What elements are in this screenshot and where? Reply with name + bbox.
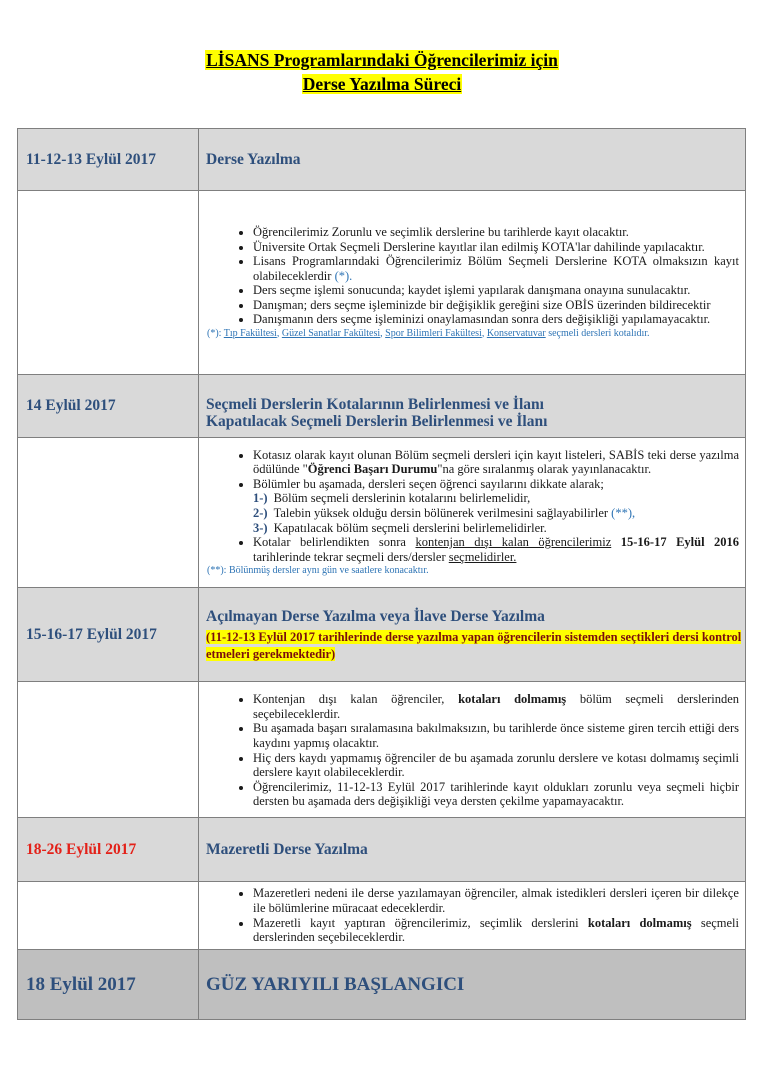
- empty-cell: [18, 682, 199, 818]
- section-header-row: [18, 950, 746, 1020]
- bullet-list: [207, 448, 739, 565]
- section-body-row: [18, 682, 746, 818]
- bullet-list: [207, 225, 739, 327]
- section-body: [199, 682, 746, 818]
- item-text: Kontenjan dışı kalan öğrenciler,: [253, 692, 445, 707]
- section-date: 14 Eylül 2017: [18, 375, 199, 438]
- section-header-row: [18, 818, 746, 882]
- item-text: Bölümler bu aşamada, dersleri seçen öğrenci sayılarını dikkate alarak;: [253, 476, 604, 491]
- faculty-link[interactable]: Spor Bilimleri Fakültesi: [385, 328, 482, 340]
- section-body: [199, 882, 746, 950]
- heading-line: Açılmayan Derse Yazılma veya İlave Derse Yazılma: [206, 608, 545, 625]
- list-item: • Öğrencilerimiz Zorunlu ve seçimlik derslerine bu tarihlerde kayıt olacaktır.: [253, 225, 739, 240]
- item-text: Lisans Programlarındaki Öğrencilerimiz Bölüm Seçmeli Derslerine KOTA olmaksızın kayıt olabileceklerdir: [253, 254, 739, 283]
- item-text: Mazeretli kayıt yaptıran öğrencilerimiz, seçimlik derslerini: [253, 915, 579, 930]
- section-body-row: [18, 438, 746, 588]
- list-item: • Üniversite Ortak Seçmeli Derslerine kayıtlar ilan edilmiş KOTA'lar dahilinde yapılacaktır.: [253, 240, 739, 255]
- section-heading: Derse Yazılma: [199, 129, 746, 191]
- item-text: Kotalar belirlendikten sonra: [253, 535, 406, 550]
- footnote-suffix: seçmeli dersleri kotalıdır.: [548, 328, 650, 340]
- step-item: [253, 491, 739, 506]
- section-body: [199, 191, 746, 375]
- item-text: "na göre sıralanmış olarak yayınlanacaktır.: [437, 462, 652, 477]
- step-number: 2-): [253, 506, 268, 520]
- item-text: Kotasız olarak kayıt olunan Bölüm seçmeli dersleri için kayıt listeleri, SABİS teki derse yazılma ödülünde ": [253, 447, 739, 477]
- list-item: [253, 535, 739, 564]
- section-date: 11-12-13 Eylül 2017: [18, 129, 199, 191]
- section-heading: GÜZ YARIYILI BAŞLANGICI: [199, 950, 746, 1020]
- section-body-row: [18, 191, 746, 375]
- empty-cell: [18, 438, 199, 588]
- section-header-row: [18, 375, 746, 438]
- item-text: tarihlerinde tekrar seçmeli ders/dersler: [253, 549, 446, 564]
- document-title: [0, 48, 764, 96]
- empty-cell: [18, 191, 199, 375]
- schedule-table: [17, 128, 746, 1020]
- footnote: (**): Bölünmüş dersler aynı gün ve saatlere konacaktır.: [207, 565, 429, 577]
- step-text: Kapatılacak bölüm seçmeli derslerini belirlemelidirler.: [273, 520, 547, 535]
- bold-text: kotaları dolmamış: [587, 915, 692, 930]
- section-heading: [199, 375, 746, 438]
- step-text: Talebin yüksek olduğu dersin bölünerek verilmesini sağlayabilirler: [273, 506, 609, 520]
- list-item: • Ders seçme işlemi sonucunda; kaydet işlemi yapılarak danışmana onayına sunulacaktır.: [253, 283, 739, 298]
- list-item: [253, 916, 739, 945]
- section-date: 15-16-17 Eylül 2017: [18, 588, 199, 682]
- faculty-link[interactable]: Tıp Fakültesi: [223, 328, 277, 340]
- section-heading: Mazeretli Derse Yazılma: [199, 818, 746, 882]
- empty-cell: [18, 882, 199, 950]
- faculty-link[interactable]: Güzel Sanatlar Fakültesi: [281, 328, 381, 340]
- step-item: [253, 521, 739, 536]
- faculty-link[interactable]: Konservatuvar: [486, 328, 546, 340]
- section-heading: [199, 588, 746, 682]
- title-line-1: LİSANS Programlarındaki Öğrencilerimiz için: [206, 50, 558, 70]
- bold-text: 15-16-17 Eylül 2016: [620, 535, 740, 550]
- list-item: • Danışman; ders seçme işleminizde bir değişiklik gereğini size OBİS üzerinden bildirecektir: [253, 298, 739, 313]
- list-item: [253, 448, 739, 477]
- section-header-row: [18, 588, 746, 682]
- bullet-list: [207, 692, 739, 809]
- heading-line: Seçmeli Derslerin Kotalarının Belirlenmesi ve İlanı: [206, 396, 544, 413]
- list-item: • Bu aşamada başarı sıralamasına bakılmaksızın, bu tarihlerde önce sisteme giren tercih ettiği ders kaydını yapmış olacaktır.: [253, 721, 739, 750]
- footnote-mark: (**),: [611, 506, 636, 520]
- list-item: • Öğrencilerimiz, 11-12-13 Eylül 2017 tarihlerinde kayıt oldukları zorunlu veya seçmeli hiçbir dersten bu aşamada ders değişikliği veya dersten çekilme yapamayacaktır.: [253, 780, 739, 809]
- underlined-text: seçmelidirler.: [448, 549, 517, 564]
- bullet-list: [207, 886, 739, 944]
- step-number: 1-): [253, 491, 268, 506]
- bold-text: kotaları dolmamış: [458, 692, 567, 707]
- list-item: [253, 254, 739, 283]
- heading-line: Kapatılacak Seçmeli Derslerin Belirlenmesi ve İlanı: [206, 413, 548, 430]
- step-text: Bölüm seçmeli derslerinin kotalarını belirlemelidir,: [273, 491, 531, 506]
- item-text: seçmeli derslerinden seçebileceklerdir.: [253, 915, 740, 945]
- step-item: [253, 506, 739, 521]
- bold-text: Öğrenci Başarı Durumu: [307, 462, 438, 477]
- footnote: (*): Tıp Fakültesi, Güzel Sanatlar Fakültesi, Spor Bilimleri Fakültesi, Konservatuvar seçmeli dersleri kotalıdır.: [207, 328, 650, 340]
- list-item: • Hiç ders kaydı yapmamış öğrenciler de bu aşamada zorunlu derslere ve kotası dolmamış seçimli derslere kayıt olabileceklerdir.: [253, 751, 739, 780]
- list-item: • Danışmanın ders seçme işleminizi onaylamasından sonra ders değişikliği yapılamayacaktır.: [253, 312, 739, 327]
- section-header-row: [18, 129, 746, 191]
- list-item: [253, 692, 739, 721]
- section-date: 18-26 Eylül 2017: [18, 818, 199, 882]
- underlined-text: kontenjan dışı kalan öğrencilerimiz: [415, 535, 612, 550]
- step-number: 3-): [253, 520, 268, 535]
- section-body: [199, 438, 746, 588]
- list-item: [253, 477, 739, 535]
- section-body-row: [18, 882, 746, 950]
- section-date: 18 Eylül 2017: [18, 950, 199, 1020]
- highlighted-note: (11-12-13 Eylül 2017 tarihlerinde derse yazılma yapan öğrencilerin sistemden seçtikleri dersi kontrol etmeleri gerekmektedir): [206, 630, 742, 661]
- title-line-2: Derse Yazılma Süreci: [302, 74, 462, 94]
- footnote-mark: (*).: [334, 268, 353, 283]
- list-item: • Mazeretleri nedeni ile derse yazılamayan öğrenciler, almak istedikleri dersleri içeren bir dilekçe ile bölümlerine müracaat edeceklerdir.: [253, 886, 739, 915]
- item-text: bölüm seçmeli derslerinden seçebileceklerdir.: [253, 692, 740, 721]
- footnote-prefix: (*):: [207, 328, 222, 340]
- steps-list: [253, 491, 739, 535]
